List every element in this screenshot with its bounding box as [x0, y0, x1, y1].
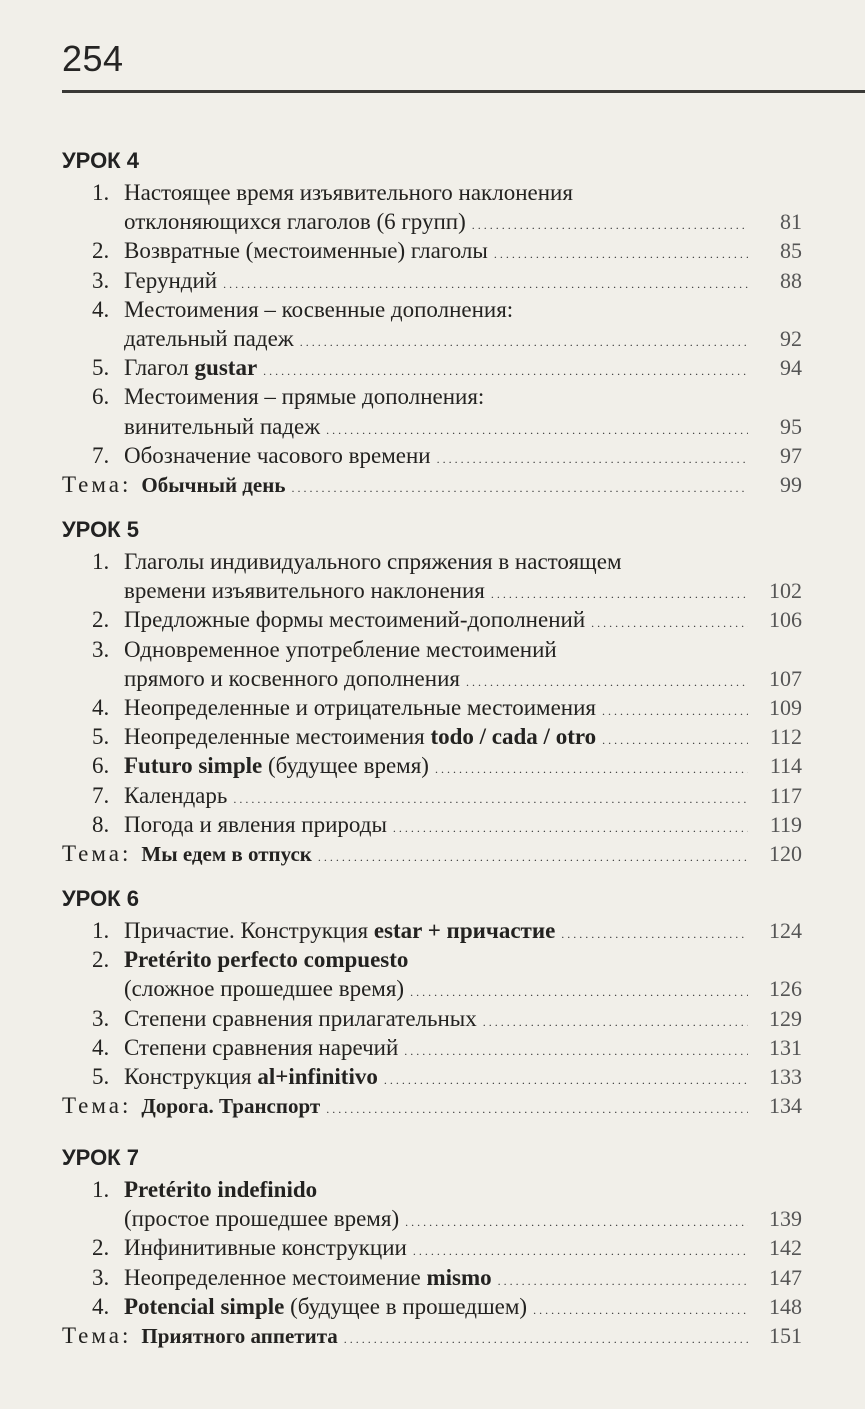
toc-entry[interactable] [62, 810, 802, 839]
entry-number: 4. [92, 1293, 110, 1319]
toc-entry[interactable] [62, 1292, 802, 1321]
entry-title-text: Обозначение часового времени [124, 442, 431, 468]
toc-entry[interactable] [62, 605, 802, 634]
entry-number: 4. [92, 1034, 110, 1060]
entry-page-number: 85 [780, 238, 802, 264]
entry-title-text: (будущее время) [262, 753, 429, 779]
topic-label: Тема: [62, 1093, 132, 1119]
entry-number: 7. [92, 442, 110, 468]
entry-title [124, 1263, 492, 1292]
toc-entry[interactable] [62, 945, 802, 1003]
entry-title-text: Неопределенное местоимение [124, 1264, 427, 1290]
entry-title-text: Настоящее время изъявительного наклонения [124, 180, 573, 205]
entry-page-number: 124 [769, 918, 802, 943]
toc-entry[interactable] [62, 1233, 802, 1262]
entry-page-number: 92 [780, 325, 802, 351]
topic-label: Тема: [62, 471, 132, 497]
entry-page-number: 102 [769, 578, 802, 604]
toc-entry[interactable] [62, 547, 802, 605]
entry-title [124, 178, 573, 207]
entry-title-text: Местоимения – косвенные дополнения: [124, 296, 514, 322]
entry-number: 3. [92, 267, 110, 293]
entry-number: 5. [92, 724, 110, 750]
entry-title [124, 722, 596, 751]
entry-title-text: Неопределенные и отрицательные местоимения [124, 694, 596, 720]
entry-title [124, 635, 557, 664]
page-number: 254 [62, 38, 124, 79]
entry-title [124, 810, 387, 839]
entry-title-text: Степени сравнения прилагательных [124, 1005, 477, 1031]
entry-number: 1. [92, 180, 110, 205]
entry-page-number: 95 [780, 413, 802, 439]
entry-page-number: 107 [769, 665, 802, 691]
entry-title [124, 236, 488, 265]
lesson-title: УРОК 7 [62, 1145, 139, 1170]
entry-title-text: Степени сравнения наречий [124, 1034, 399, 1060]
entry-title-term: todo / cada / otro [430, 724, 597, 750]
entry-number: 8. [92, 811, 110, 837]
entry-page-number: 94 [780, 355, 802, 381]
toc-entry[interactable] [62, 382, 802, 440]
entry-title-text: Погода и явления природы [124, 811, 387, 837]
entry-page-number: 106 [769, 607, 802, 633]
entry-title-continuation: отклоняющихся глаголов (6 групп) [124, 209, 466, 235]
entry-number: 2. [92, 607, 110, 633]
entry-title-continuation: дательный падеж [124, 325, 294, 351]
entry-title [124, 751, 429, 780]
toc-entry[interactable] [62, 178, 802, 236]
toc-entry[interactable] [62, 353, 802, 382]
entry-title-text: Инфинитивные конструкции [124, 1235, 407, 1261]
entry-title [124, 1292, 527, 1321]
entry-title [124, 693, 596, 722]
topic-label: Тема: [62, 1322, 132, 1348]
entry-number: 3. [92, 636, 110, 662]
entry-title-text: Неопределенные местоимения [124, 724, 431, 750]
entry-title [124, 1175, 317, 1204]
entry-number: 2. [92, 238, 110, 264]
entry-title-text: Герундий [124, 267, 218, 293]
toc-entry[interactable] [62, 1175, 802, 1233]
toc-entry[interactable] [62, 722, 802, 751]
entry-page-number: 131 [769, 1034, 802, 1060]
toc-entry[interactable] [62, 1033, 802, 1062]
lesson-section [62, 884, 802, 1120]
header-rule [62, 90, 865, 93]
entry-title-text: Глаголы индивидуального спряжения в настоящем [124, 549, 622, 574]
topic-label: Тема: [62, 840, 132, 866]
entry-title-continuation: прямого и косвенного дополнения [124, 665, 460, 691]
entry-title-continuation: винительный падеж [124, 413, 321, 439]
toc-entry[interactable] [62, 236, 802, 265]
entry-title-text: Возвратные (местоименные) глаголы [124, 238, 488, 264]
entry-page-number: 97 [780, 442, 802, 468]
entry-title-text: Причастие. Конструкция [124, 918, 374, 943]
entry-number: 2. [92, 947, 110, 973]
entry-page-number: 148 [769, 1293, 802, 1319]
entry-title [124, 945, 408, 974]
entry-title [124, 295, 513, 324]
entry-title-text: Глагол [124, 355, 195, 381]
topic-entry[interactable] [62, 470, 802, 499]
entry-title [124, 1062, 378, 1091]
entry-page-number: 119 [769, 811, 802, 837]
entry-title-text: Предложные формы местоимений-дополнений [124, 607, 586, 633]
entry-title-text: (будущее в прошедшем) [284, 1293, 528, 1319]
topic-page-number: 134 [769, 1093, 802, 1119]
entry-page-number: 114 [769, 753, 802, 779]
entry-page-number: 117 [769, 782, 802, 808]
entry-number: 4. [92, 296, 110, 322]
entry-title-term: al+infinitivo [257, 1063, 378, 1089]
entry-page-number: 126 [769, 976, 802, 1002]
topic-title: Приятного аппетита [141, 1323, 338, 1348]
lesson-section [62, 146, 802, 499]
entry-page-number: 109 [769, 694, 802, 720]
entry-number: 6. [92, 753, 110, 779]
entry-title-text: Календарь [124, 782, 228, 808]
entry-title-text: Конструкция [124, 1063, 258, 1089]
entry-page-number: 147 [769, 1264, 802, 1290]
entry-page-number: 133 [769, 1063, 802, 1089]
entry-title-continuation: времени изъявительного наклонения [124, 578, 485, 604]
entry-title-text: Одновременное употребление местоимений [124, 636, 557, 662]
entry-title [124, 605, 585, 634]
entry-title [124, 1004, 477, 1033]
topic-entry[interactable] [62, 1321, 802, 1350]
entry-title [124, 1033, 398, 1062]
toc-entry[interactable] [62, 295, 802, 353]
entry-number: 1. [92, 918, 110, 943]
entry-title-text: Местоимения – прямые дополнения: [124, 384, 485, 410]
topic-page-number: 99 [780, 471, 802, 497]
entry-number: 5. [92, 1063, 110, 1089]
entry-number: 6. [92, 384, 110, 410]
entry-page-number: 88 [780, 267, 802, 293]
entry-number: 4. [92, 694, 110, 720]
entry-title [124, 781, 227, 810]
dot-leader [318, 839, 748, 872]
entry-title-term: estar + причастие [373, 918, 556, 943]
toc-entry[interactable] [62, 693, 802, 722]
entry-title-term: Pretérito perfecto compuesto [124, 947, 409, 973]
entry-page-number: 129 [769, 1005, 802, 1031]
toc-entry[interactable] [62, 1263, 802, 1292]
toc-entry[interactable] [62, 916, 802, 945]
topic-title: Мы едем в отпуск [141, 841, 312, 866]
entry-title [124, 382, 484, 411]
topic-entry[interactable] [62, 1091, 802, 1120]
entry-number: 5. [92, 355, 110, 381]
entry-title [124, 547, 622, 576]
entry-title-term: Futuro simple [124, 753, 263, 779]
entry-page-number: 81 [780, 209, 802, 235]
topic-title: Дорога. Транспорт [141, 1094, 321, 1119]
dot-leader [291, 470, 748, 503]
topic-title: Обычный день [141, 472, 286, 497]
entry-number: 1. [92, 1177, 110, 1202]
entry-page-number: 139 [769, 1206, 802, 1232]
entry-title [124, 266, 217, 295]
toc-entry[interactable] [62, 751, 802, 780]
entry-number: 2. [92, 1235, 110, 1261]
entry-number: 3. [92, 1005, 110, 1031]
entry-title [124, 353, 257, 382]
entry-number: 1. [92, 549, 110, 574]
entry-title-term: mismo [426, 1264, 492, 1290]
entry-number: 3. [92, 1264, 110, 1290]
entry-page-number: 112 [769, 724, 802, 750]
entry-title-continuation: (простое прошедшее время) [124, 1206, 400, 1232]
toc-entry[interactable] [62, 1004, 802, 1033]
toc-entry[interactable] [62, 441, 802, 470]
toc-entry[interactable] [62, 781, 802, 810]
toc-entry[interactable] [62, 266, 802, 295]
topic-page-number: 120 [769, 840, 802, 866]
dot-leader [344, 1321, 748, 1354]
lesson-title: УРОК 6 [62, 886, 139, 911]
lesson-title: УРОК 5 [62, 517, 139, 542]
entry-title-continuation: (сложное прошедшее время) [124, 976, 405, 1002]
topic-entry[interactable] [62, 839, 802, 868]
topic-page-number: 151 [769, 1322, 802, 1348]
entry-title-term: Potencial simple [124, 1293, 285, 1319]
dot-leader [326, 1091, 748, 1124]
entry-title-term: Pretérito indefinido [124, 1177, 318, 1202]
toc-entry[interactable] [62, 635, 802, 693]
entry-title [124, 1233, 407, 1262]
entry-page-number: 142 [769, 1235, 802, 1261]
entry-title [124, 916, 555, 945]
lesson-section [62, 515, 802, 868]
entry-title [124, 441, 431, 470]
lesson-title: УРОК 4 [62, 148, 139, 173]
lesson-section [62, 1143, 802, 1350]
toc-entry[interactable] [62, 1062, 802, 1091]
entry-title-term: gustar [194, 355, 258, 381]
entry-number: 7. [92, 782, 110, 808]
